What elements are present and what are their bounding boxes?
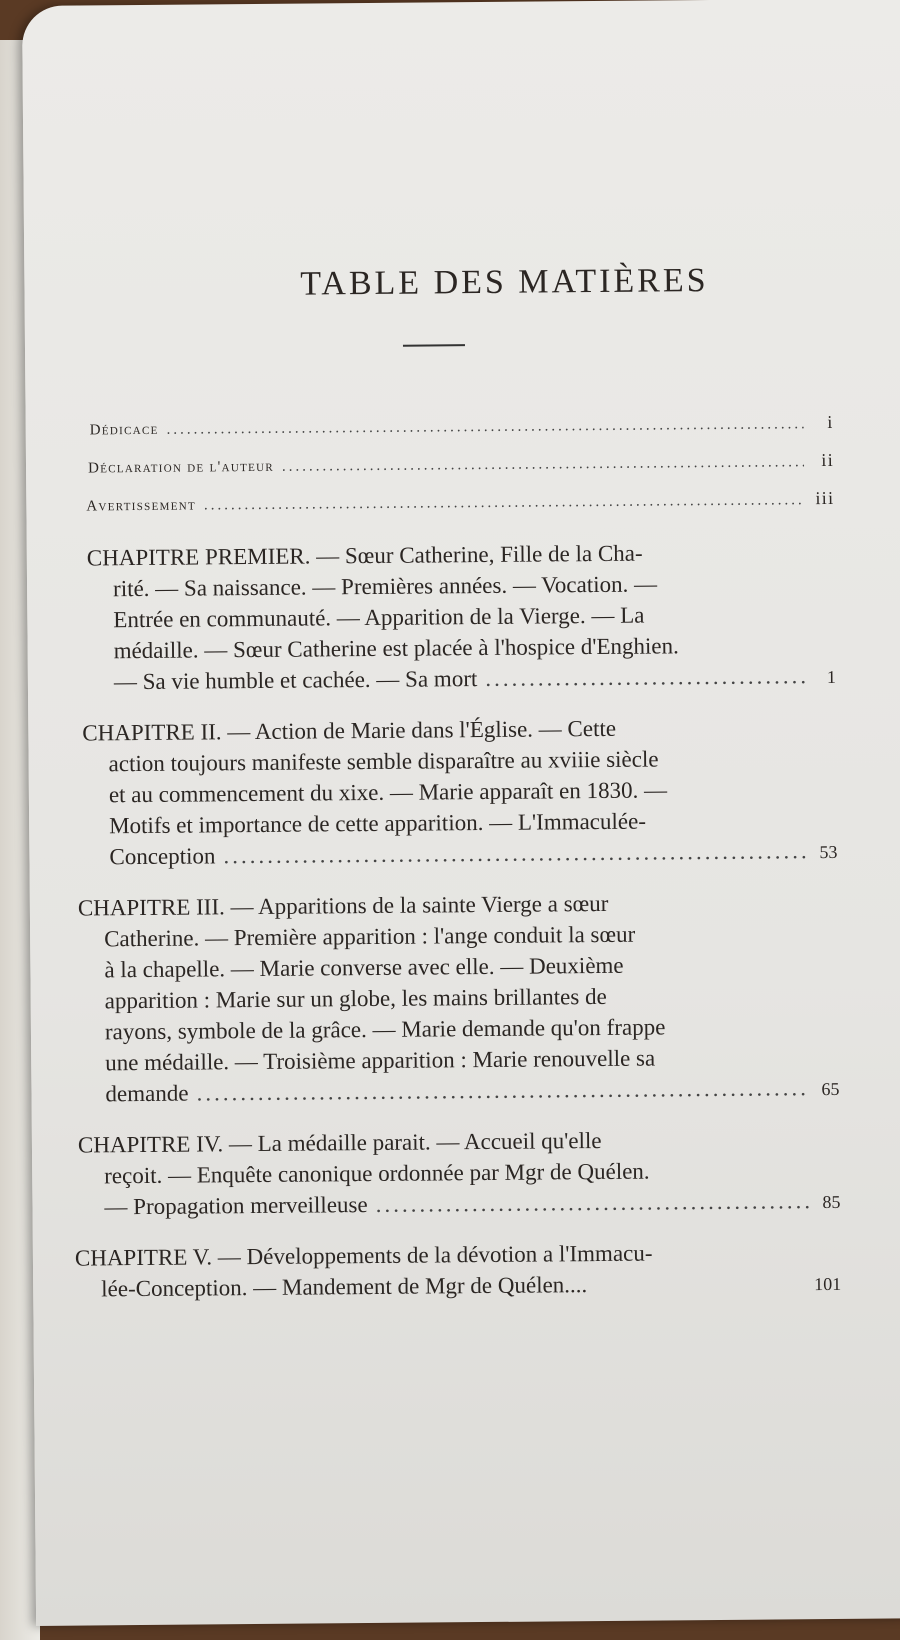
chapter-line-last: Conception ..... 53 (83, 835, 837, 875)
chapter-line-last: — Propagation merveilleuse ..... 85 (78, 1185, 840, 1225)
book-page (22, 0, 900, 1626)
chapter-entry-5 (71, 1236, 842, 1307)
chapter-line: apparition : Marie sur un globe, les mains brillantes de (104, 983, 607, 1014)
chapter-line: CHAPITRE II. — Action de Marie dans l'Église. — Cette (82, 715, 617, 746)
toc-entry-declaration: Déclaration de l'auteur ..... ii (64, 442, 834, 487)
chapter-line: action toujours manifeste semble disparaître au xviiie siècle (108, 746, 659, 777)
chapter-line: rité. — Sa naissance. — Premières années. — Vocation. — (112, 571, 658, 602)
chapter-line-last: — Sa vie humble et cachée. — Sa mort ..... 1 (88, 660, 836, 700)
chapter-entry-1 (65, 536, 836, 700)
leader-dots (204, 482, 805, 523)
toc-entry-dedicace: Dédicace ..... i (64, 404, 834, 449)
chapter-line: Motifs et importance de cette apparition. — L'Immaculée- (109, 808, 647, 839)
chapter-line: à la chapelle. — Marie converse avec elle. — Deuxième (104, 952, 624, 983)
chapter-line-last: demande ..... 65 (79, 1072, 839, 1112)
chapter-entry-4 (70, 1123, 841, 1225)
chapter-line: CHAPITRE PREMIER. — Sœur Catherine, Fille de la Cha- (86, 540, 643, 571)
chapter-line: médaille. — Sœur Catherine est placée à l'hospice d'Enghien. (113, 633, 679, 664)
chapter-line: reçoit. — Enquête canonique ordonnée par Mgr de Quélen. (104, 1158, 650, 1189)
leader-dots (166, 406, 803, 448)
chapter-line: CHAPITRE V. — Développements de la dévotion a l'Immacu- (74, 1240, 653, 1271)
table-of-contents (64, 404, 842, 1307)
title-rule (403, 344, 465, 347)
chapter-entry-3 (68, 886, 840, 1112)
chapter-line: rayons, symbole de la grâce. — Marie demande qu'on frappe (104, 1014, 666, 1045)
chapter-line-last: lée-Conception. — Mandement de Mgr de Quélen.... 101 (101, 1272, 842, 1302)
toc-entry-avertissement: Avertissement ..... iii (64, 480, 834, 525)
chapter-line: Catherine. — Première apparition : l'ange conduit la sœur (104, 921, 636, 952)
leader-dots (223, 835, 807, 871)
leader-dots (485, 660, 806, 694)
leader-dots (196, 1072, 809, 1108)
page-title: TABLE DES MATIÈRES (300, 262, 709, 303)
chapter-line: CHAPITRE IV. — La médaille parait. — Accueil qu'elle (77, 1127, 602, 1158)
leader-dots (282, 444, 804, 485)
chapter-line: une médaille. — Troisième apparition : Marie renouvelle sa (105, 1045, 656, 1076)
leader-dots (375, 1185, 810, 1220)
chapter-entry-2 (66, 711, 837, 875)
chapter-line: Entrée en communauté. — Apparition de la Vierge. — La (113, 602, 645, 633)
chapter-line: CHAPITRE III. — Apparitions de la sainte Vierge a sœur (77, 890, 609, 921)
chapter-line: et au commencement du xixe. — Marie apparaît en 1830. — (108, 777, 668, 808)
